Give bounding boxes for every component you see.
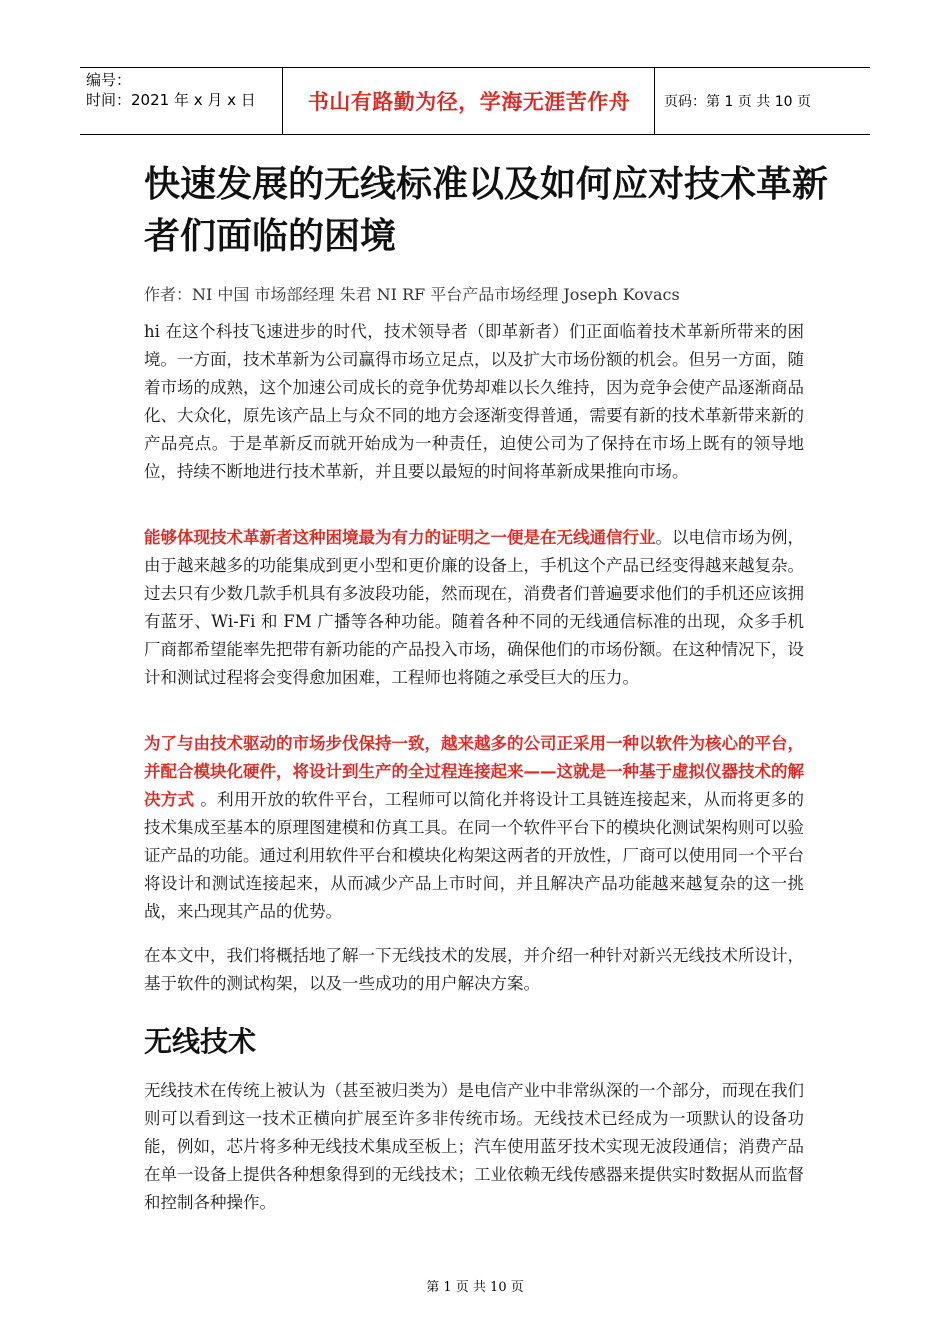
document-number-label: 编号： — [86, 71, 132, 89]
document-title: 快速发展的无线标准以及如何应对技术革新者们面临的困境 — [144, 164, 829, 257]
paragraph-intro: hi 在这个科技飞速进步的时代，技术领导者（即革新者）们正面临着技术革新所带来的困境。一方面，技术革新为公司赢得市场立足点，以及扩大市场份额的机会。但另一方面，随着市场的成熟，这个加速公司成长的竞争优势却难以长久维持，因为竞争会使产品逐渐商品化、大众化，原先该产品上与众不同的地方会逐渐变得普通，需要有新的技术革新带来新的产品亮点。于是革新反而就开始成为一种责任，迫使公司为了保持在市场上既有的领导地位，持续不断地进行技术革新，并且要以最短的时间将革新成果推向市场。 — [144, 322, 804, 481]
header-page-info: 页码：第 1 页 共 10 页 — [664, 94, 811, 110]
header-motto: 书山有路勤为径，学海无涯苦作舟 — [307, 90, 631, 114]
paragraph-overview: 在本文中，我们将概括地了解一下无线技术的发展，并介绍一种针对新兴无线技术所设计，基于软件的测试构架，以及一些成功的用户解决方案。 — [144, 946, 804, 993]
document-time-label: 时间：2021 年 x 月 x 日 — [86, 91, 256, 109]
section-heading: 无线技术 — [144, 1025, 257, 1058]
paragraph-wireless-tech: 无线技术在传统上被认为（甚至被归类为）是电信产业中非常纵深的一个部分，而现在我们则可以看到这一技术正横向扩展至许多非传统市场。无线技术已经成为一项默认的设备功能，例如，芯片将多种无线技术集成至板上；汽车使用蓝牙技术实现无波段通信；消费产品在单一设备上提供各种想象得到的无线技术；工业依赖无线传感器来提供实时数据从而监督和控制各种操作。 — [144, 1081, 804, 1212]
header-divider — [654, 68, 655, 134]
paragraph-wireless-industry — [144, 524, 804, 692]
highlight-text: 能够体现技术革新者这种困境最为有力的证明之一便是在无线通信行业 — [144, 528, 656, 547]
paragraph-software-platform — [144, 730, 804, 926]
paragraph-text: 。利用开放的软件平台，工程师可以简化并将设计工具链连接起来，从而将更多的技术集成至基本的原理图建模和仿真工具。在同一个软件平台下的模块化测试架构则可以验证产品的功能。通过利用软件平台和模块化构架这两者的开放性，厂商可以使用同一个平台将设计和测试连接起来，从而减少产品上市时间，并且解决产品功能越来越复杂的这一挑战，来凸现其产品的优势。 — [144, 790, 805, 921]
author-line: 作者：NI 中国 市场部经理 朱君 NI RF 平台产品市场经理 Joseph Kovacs — [144, 285, 680, 304]
paragraph-text: 。以电信市场为例，由于越来越多的功能集成到更小型和更价廉的设备上，手机这个产品已经变得越来越复杂。过去只有少数几款手机具有多波段功能，然而现在，消费者们普遍要求他们的手机还应该拥有蓝牙、Wi-Fi 和 FM 广播等各种功能。随着各种不同的无线通信标准的出现，众多手机厂商都希望能率先把带有新功能的产品投入市场，确保他们的市场份额。在这种情况下，设计和测试过程将会变得愈加困难，工程师也将随之承受巨大的压力。 — [144, 528, 804, 687]
highlight-text: 为了与由技术驱动的市场步伐保持一致，越来越多的公司正采用一种以软件为核心的平台，并配合模块化硬件，将设计到生产的全过程连接起来——这就是一种基于虚拟仪器技术的解决方式 — [144, 734, 804, 809]
header-meta — [86, 70, 282, 110]
page-footer: 第 1 页 共 10 页 — [426, 1280, 524, 1295]
page-header — [80, 67, 870, 135]
